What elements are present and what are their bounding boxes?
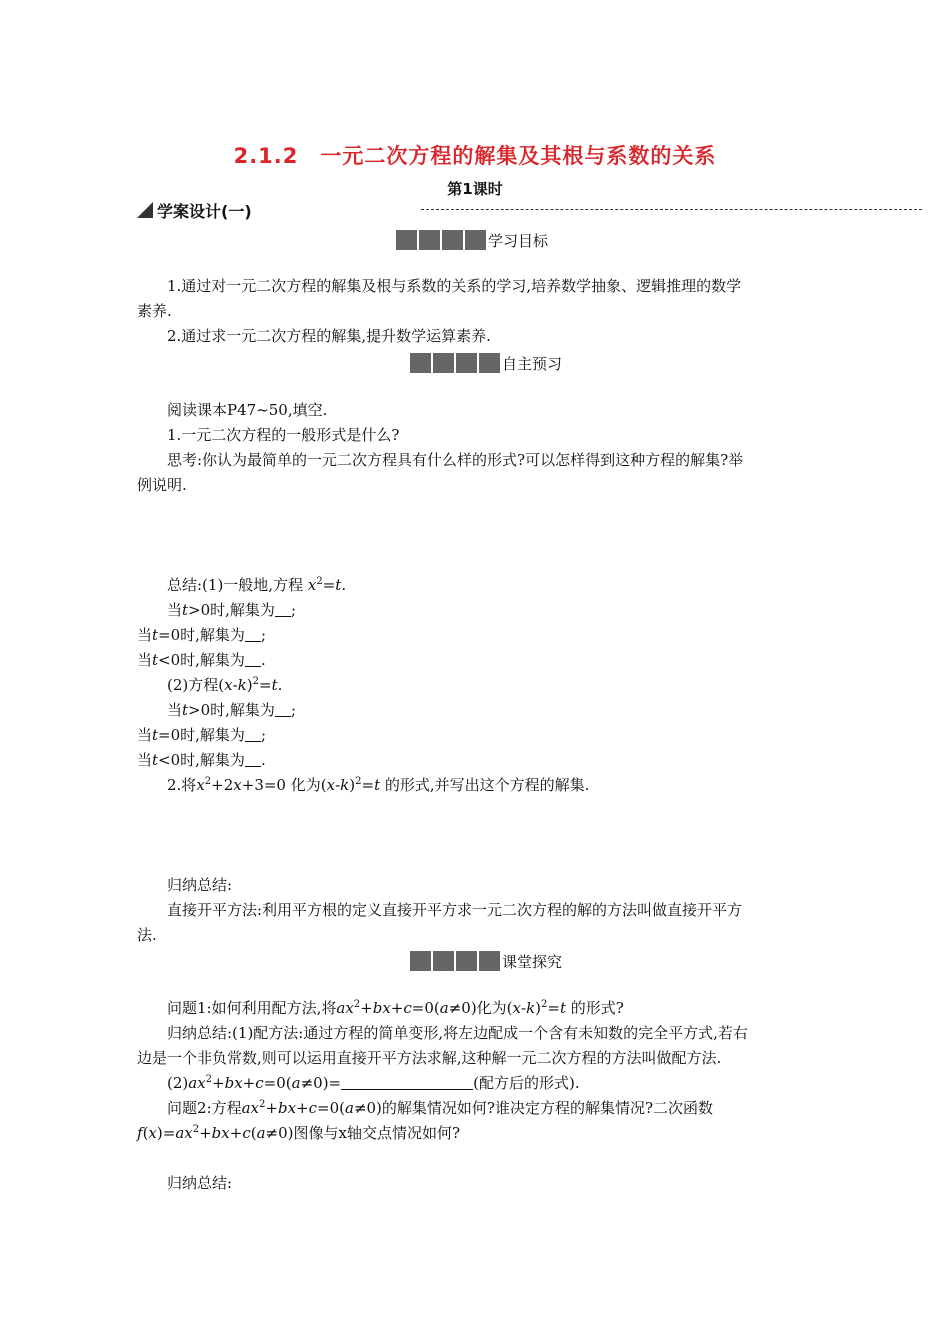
case-t-eq0: 当t=0时,解集为 ; — [137, 626, 266, 644]
summary-1: 总结:(1)一般地,方程 $x^2=t$. — [167, 576, 347, 594]
section-header-preview — [410, 352, 562, 374]
preview-q1: 1.一元二次方程的一般形式是什么? — [167, 426, 400, 444]
direct-method-line-1: 直接开平方法:利用平方根的定义直接开平方求一元二次方程的解的方法叫做直接开平方 — [167, 901, 743, 919]
explore-induct-line-2: 边是一个非负常数,则可以运用直接开平方法求解,这种解一元二次方程的方法叫做配方法. — [137, 1049, 722, 1067]
triangle-marker-icon — [137, 202, 153, 218]
goal-1-line-2: 素养. — [137, 302, 172, 320]
lesson-subtitle: 第1课时 — [447, 180, 503, 198]
case-t-gt0: 当t>0时,解集为 ; — [167, 601, 296, 619]
section-blocks-icon — [410, 353, 500, 373]
preview-read: 阅读课本P47~50,填空. — [167, 401, 328, 419]
explore-p1: 问题1:如何利用配方法,将$ax^2+bx+c=0(a\ne 0)$化为$(x-k)^2=t$ 的形式? — [167, 999, 624, 1017]
dotted-divider — [421, 209, 922, 212]
case2-t-gt0: 当t>0时,解集为 ; — [167, 701, 296, 719]
goal-1-line-1: 1.通过对一元二次方程的解集及根与系数的关系的学习,培养数学抽象、逻辑推理的数学 — [167, 277, 742, 295]
preview-think-line-2: 例说明. — [137, 476, 187, 494]
section-title-explore: 课堂探究 — [502, 952, 563, 971]
case-t-lt0: 当t<0时,解集为 . — [137, 651, 266, 669]
design-bar — [137, 199, 922, 221]
design-bar-label: 学案设计(一) — [157, 202, 252, 221]
section-header-explore — [410, 950, 562, 972]
case2-t-eq0: 当t=0时,解集为 ; — [137, 726, 266, 744]
case2-t-lt0: 当t<0时,解集为 . — [137, 751, 266, 769]
explore-p2-line-1: 问题2:方程$ax^2+bx+c=0(a\ne 0)$的解集情况如何?谁决定方程的解集情况?二次函数 — [167, 1099, 713, 1117]
section-title-preview: 自主预习 — [502, 354, 563, 373]
section-blocks-icon — [396, 230, 486, 250]
explore-p2-line-2: $f(x)=ax^2+bx+c(a\ne 0)$图像与x轴交点情况如何? — [137, 1124, 461, 1142]
preview-q2: 2.将$x^2+2x+3=0$ 化为$(x-k)^2=t$ 的形式,并写出这个方程的解集. — [167, 776, 590, 794]
summary-2: (2)方程$(x-k)^2=t$. — [167, 676, 283, 694]
section-header-goals — [396, 229, 548, 251]
explore-induct-2: $(2)ax^2+bx+c=0(a\ne 0)=$ (配方后的形式). — [167, 1074, 580, 1092]
direct-method-line-2: 法. — [137, 926, 157, 944]
section-blocks-icon — [410, 951, 500, 971]
induction-label: 归纳总结: — [167, 876, 233, 894]
answer-blank[interactable] — [341, 1075, 473, 1090]
explore-induct-line-1: 归纳总结:(1)配方法:通过方程的简单变形,将左边配成一个含有未知数的完全平方式,若右 — [167, 1024, 748, 1042]
explore-induct-final: 归纳总结: — [167, 1174, 233, 1192]
goal-2: 2.通过求一元二次方程的解集,提升数学运算素养. — [167, 327, 491, 345]
preview-think-line-1: 思考:你认为最简单的一元二次方程具有什么样的形式?可以怎样得到这种方程的解集?举 — [167, 451, 744, 469]
page-title: 2.1.2 一元二次方程的解集及其根与系数的关系 — [233, 144, 717, 168]
section-title-goals: 学习目标 — [488, 231, 549, 250]
